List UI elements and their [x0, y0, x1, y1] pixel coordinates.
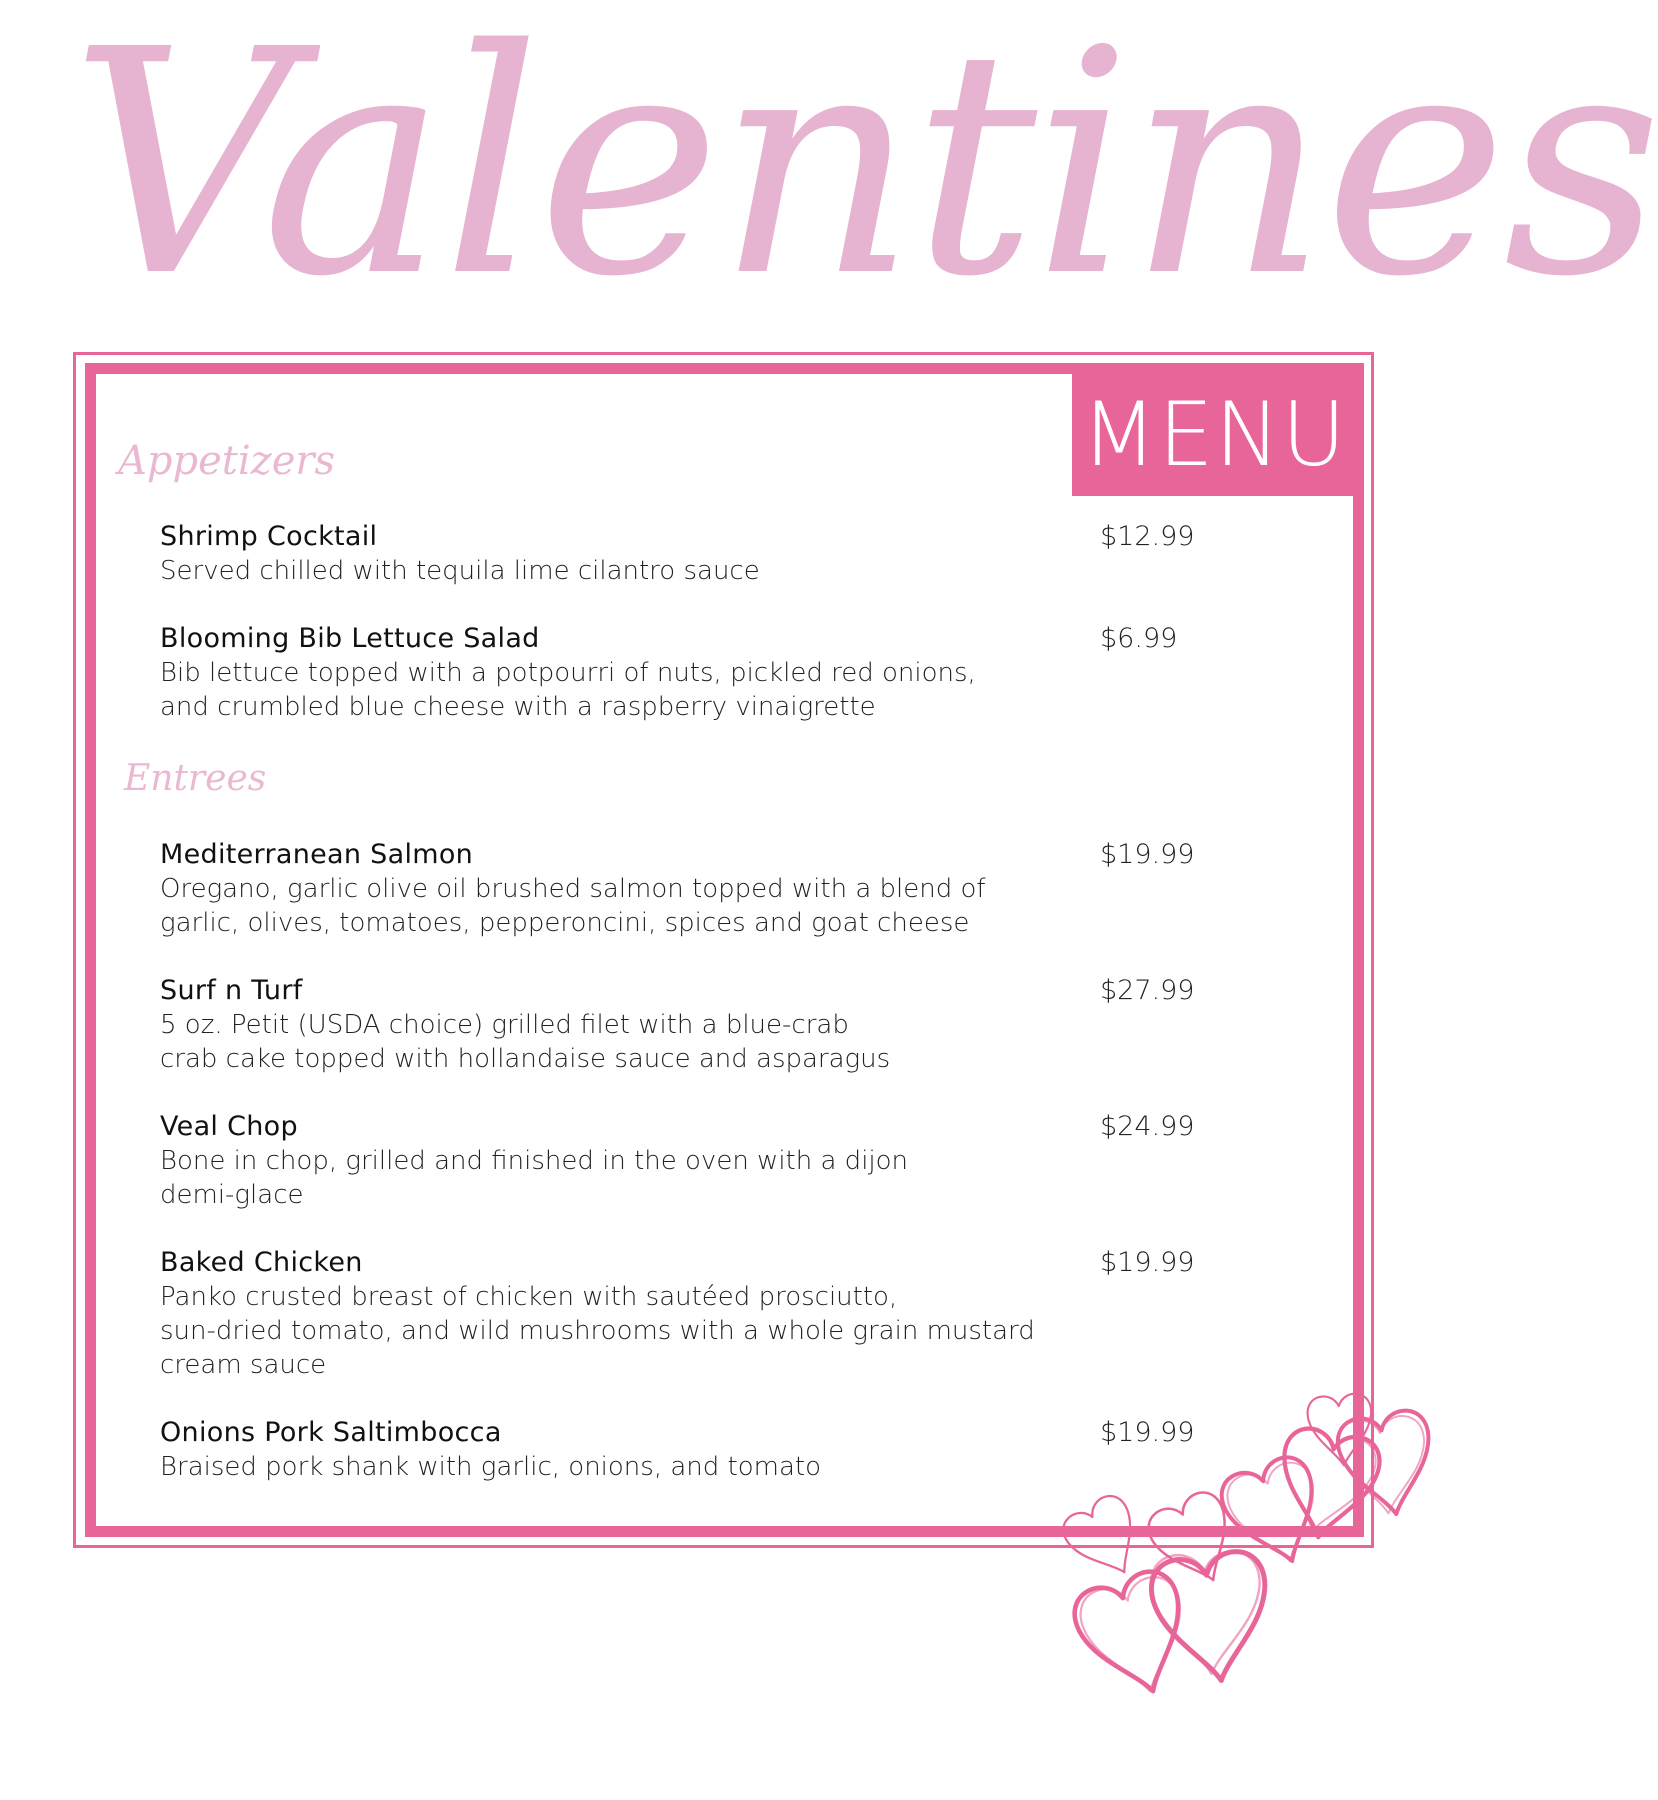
menu-item-surf-n-turf: [160, 974, 1220, 1076]
item-price: $6.99: [1100, 623, 1178, 654]
menu-item-mediterranean-salmon: [160, 838, 1220, 940]
item-name: Shrimp Cocktail: [160, 521, 378, 552]
item-name: Baked Chicken: [160, 1247, 363, 1278]
section-label-appetizers: Appetizers: [118, 438, 336, 484]
menu-item-veal-chop: [160, 1110, 1220, 1212]
item-description: Oregano, garlic olive oil brushed salmon topped with a blend of garlic, olives, tomatoes, pepperoncini, spices and goat cheese: [160, 874, 986, 938]
item-price: $24.99: [1100, 1111, 1195, 1142]
item-price: $12.99: [1100, 521, 1195, 552]
item-price: $19.99: [1100, 1417, 1195, 1448]
item-price: $27.99: [1100, 975, 1195, 1006]
item-name: Veal Chop: [160, 1111, 298, 1142]
item-description: Braised pork shank with garlic, onions, and tomato: [160, 1452, 821, 1482]
item-name: Surf n Turf: [160, 975, 303, 1006]
item-name: Onions Pork Saltimbocca: [160, 1417, 502, 1448]
section-label-entrees: Entrees: [124, 758, 267, 799]
item-name: Mediterranean Salmon: [160, 839, 474, 870]
item-description: Bib lettuce topped with a potpourri of nuts, pickled red onions, and crumbled blue cheese with a raspberry vinaigrette: [160, 658, 976, 722]
item-description: Bone in chop, grilled and finished in the oven with a dijon demi-glace: [160, 1146, 909, 1210]
item-name: Blooming Bib Lettuce Salad: [160, 623, 540, 654]
item-description: 5 oz. Petit (USDA choice) grilled filet with a blue-crab crab cake topped with hollandaise sauce and asparagus: [160, 1010, 891, 1074]
menu-item-shrimp-cocktail: [160, 520, 1220, 588]
hearts-cluster-icon: [1040, 1360, 1440, 1740]
item-price: $19.99: [1100, 1247, 1195, 1278]
menu-tag: MENU: [1072, 374, 1356, 496]
item-description: Served chilled with tequila lime cilantro sauce: [160, 556, 760, 586]
item-price: $19.99: [1100, 839, 1195, 870]
item-description: Panko crusted breast of chicken with sautéed prosciutto, sun-dried tomato, and wild mushrooms with a whole grain mustard cream sauce: [160, 1282, 1035, 1380]
page-title: Valentines: [70, 0, 1658, 345]
menu-item-bib-lettuce-salad: [160, 622, 1220, 724]
